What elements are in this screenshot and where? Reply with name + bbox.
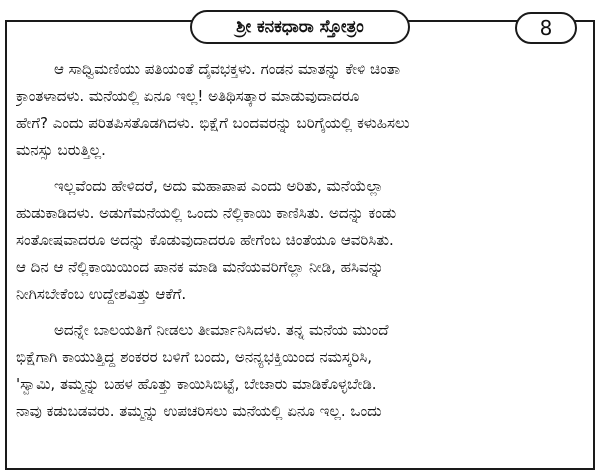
text-line: ಕ್ರಾಂತಳಾದಳು. ಮನೆಯಲ್ಲಿ ಏನೂ ಇಲ್ಲ! ಅತಿಥಿಸತ್ಕಾರ ಮಾಡುವುದಾದರೂ bbox=[16, 87, 360, 105]
text-line: ಅದನ್ನೇ ಬಾಲಯತಿಗೆ ನೀಡಲು ತೀರ್ಮಾನಿಸಿದಳು. ತನ್ನ ಮನೆಯ ಮುಂದೆ bbox=[54, 321, 389, 339]
text-line: ನೀಗಿಸಬೇಕೆಂಬ ಉದ್ದೇಶವಿತ್ತು ಆಕೆಗೆ. bbox=[16, 285, 187, 303]
paragraph-1 bbox=[16, 56, 584, 164]
text-line: ಇಲ್ಲವೆಂದು ಹೇಳಿದರೆ, ಅದು ಮಹಾಪಾಪ ಎಂದು ಅರಿತು, ಮನೆಯೆಲ್ಲಾ bbox=[54, 177, 384, 195]
text-line: ಆ ಸಾಧ್ವಿಮಣಿಯು ಪತಿಯಂತೆ ದೈವಭಕ್ತಳು. ಗಂಡನ ಮಾತನ್ನು ಕೇಳಿ ಚಿಂತಾ bbox=[54, 60, 401, 78]
page-body-text bbox=[16, 56, 584, 434]
text-line: ಭಿಕ್ಷೆಗಾಗಿ ಕಾಯುತ್ತಿದ್ದ ಶಂಕರರ ಬಳಿಗೆ ಬಂದು, ಅನನ್ಯಭಕ್ತಿಯಿಂದ ನಮಸ್ಕರಿಸಿ, bbox=[16, 348, 372, 366]
text-line: ಸಂತೋಷವಾದರೂ ಅದನ್ನು ಕೊಡುವುದಾದರೂ ಹೇಗೆಂಬ ಚಿಂತೆಯೂ ಆವರಿಸಿತು. bbox=[16, 231, 394, 249]
text-line: ಹುಡುಕಾಡಿದಳು. ಅಡುಗೆಮನೆಯಲ್ಲಿ ಒಂದು ನೆಲ್ಲಿಕಾಯಿ ಕಾಣಿಸಿತು. ಅದನ್ನು ಕಂಡು bbox=[16, 204, 397, 222]
page-number-text: 8 bbox=[539, 16, 553, 40]
text-line: ಹೇಗೆ? ಎಂದು ಪರಿತಪಿಸತೊಡಗಿದಳು. ಭಿಕ್ಷೆಗೆ ಬಂದವರನ್ನು ಬರಿಗೈಯಲ್ಲಿ ಕಳುಹಿಸಲು bbox=[16, 114, 410, 132]
paragraph-2 bbox=[16, 173, 584, 308]
text-line: ಮನಸ್ಸು ಬರುತ್ತಿಲ್ಲ. bbox=[16, 141, 106, 159]
text-line: 'ಸ್ವಾಮಿ, ತಮ್ಮನ್ನು ಬಹಳ ಹೊತ್ತು ಕಾಯಿಸಿಬಿಟ್ಟೆ, ಬೇಜಾರು ಮಾಡಿಕೊಳ್ಳಬೇಡಿ. bbox=[16, 375, 377, 393]
page-header-title bbox=[190, 10, 410, 44]
page-header-title-text: ಶ್ರೀ ಕನಕಧಾರಾ ಸ್ತೋತ್ರಂ bbox=[236, 17, 364, 37]
page-number-badge bbox=[515, 12, 577, 44]
text-line: ಆ ದಿನ ಆ ನೆಲ್ಲಿಕಾಯಿಯಿಂದ ಪಾನಕ ಮಾಡಿ ಮನೆಯವರಿಗೆಲ್ಲಾ ನೀಡಿ, ಹಸಿವನ್ನು bbox=[16, 258, 384, 276]
paragraph-3 bbox=[16, 317, 584, 425]
text-line: ನಾವು ಕಡುಬಡವರು. ತಮ್ಮನ್ನು ಉಪಚರಿಸಲು ಮನೆಯಲ್ಲಿ ಏನೂ ಇಲ್ಲ. ಒಂದು bbox=[16, 402, 382, 420]
